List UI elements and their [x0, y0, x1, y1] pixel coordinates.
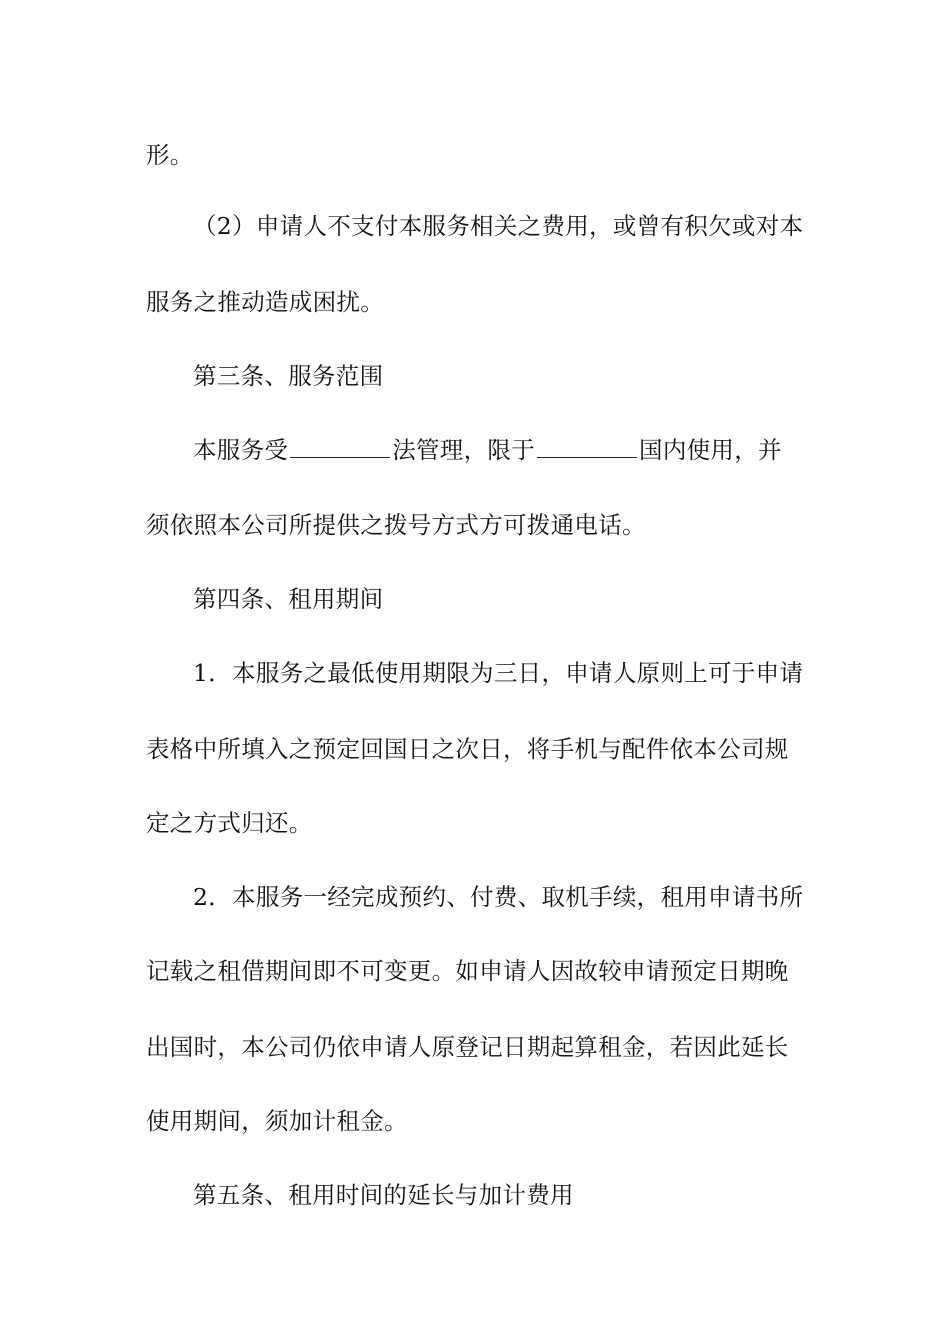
section-heading: 第五条、租用时间的延长与加计费用 [193, 1181, 574, 1209]
text-segment: 法管理，限于 [392, 436, 536, 464]
fill-in-blank [537, 437, 637, 458]
section-heading: 第三条、服务范围 [193, 362, 384, 390]
paragraph-line: 记载之租借期间即不可变更。如申请人因故较申请预定日期晚 [146, 957, 789, 985]
paragraph-line: 定之方式归还。 [146, 809, 313, 837]
section-heading: 第四条、租用期间 [193, 585, 384, 613]
paragraph-line: （2）申请人不支付本服务相关之费用，或曾有积欠或对本 [193, 212, 804, 240]
fill-in-blank [290, 437, 390, 458]
paragraph-line: 1．本服务之最低使用期限为三日，申请人原则上可于申请 [193, 659, 804, 687]
paragraph-line: 形。 [146, 141, 194, 169]
paragraph-line: 使用期间，须加计租金。 [146, 1107, 408, 1135]
paragraph-line-with-blanks [193, 435, 863, 465]
paragraph-line: 须依照本公司所提供之拨号方式方可拨通电话。 [146, 511, 646, 539]
text-segment: 本服务受 [193, 436, 289, 464]
paragraph-line: 出国时，本公司仍依申请人原登记日期起算租金，若因此延长 [146, 1033, 789, 1061]
paragraph-line: 服务之推动造成困扰。 [146, 288, 384, 316]
text-segment: 国内使用，并 [639, 436, 782, 464]
paragraph-line: 2．本服务一经完成预约、付费、取机手续，租用申请书所 [193, 883, 804, 911]
paragraph-line: 表格中所填入之预定回国日之次日，将手机与配件依本公司规 [146, 735, 789, 763]
